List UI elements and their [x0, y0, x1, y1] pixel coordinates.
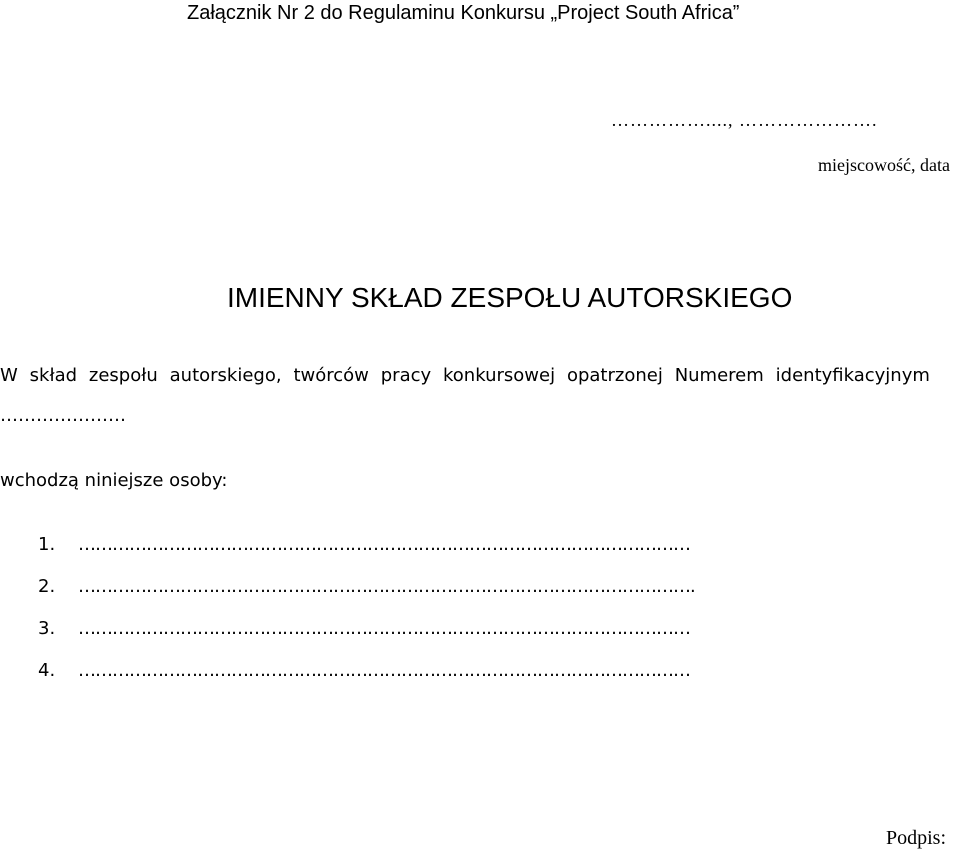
- id-number-placeholder: …………………: [0, 405, 126, 426]
- list-item: [38, 534, 908, 576]
- name-placeholder: ………………………………………………………………………………………………: [78, 618, 690, 639]
- intro-word: autorskiego,: [169, 365, 282, 386]
- list-number: 1.: [38, 534, 56, 555]
- intro-word: konkursowej: [443, 365, 556, 386]
- name-placeholder: ………………………………………………………………………………………………: [78, 660, 690, 681]
- place-date-label: miejscowość, data: [818, 155, 950, 175]
- intro-word: twórców: [293, 365, 369, 386]
- document-header: Załącznik Nr 2 do Regulaminu Konkursu „Project South Africa”: [187, 2, 740, 24]
- members-list: [38, 534, 908, 702]
- intro-word: W: [0, 365, 18, 386]
- signature-label: Podpis:: [886, 827, 947, 849]
- intro-line: [0, 365, 930, 386]
- intro-word: Numerem: [674, 365, 764, 386]
- list-number: 2.: [38, 576, 56, 597]
- intro-word: skład: [29, 365, 78, 386]
- intro-word: zespołu: [88, 365, 158, 386]
- list-item: [38, 660, 908, 702]
- place-date-placeholder: ……………...., ………………….: [611, 110, 878, 130]
- list-number: 3.: [38, 618, 56, 639]
- intro-paragraph: [0, 365, 960, 386]
- intro-word: identyfikacyjnym: [775, 365, 930, 386]
- intro-word: pracy: [380, 365, 432, 386]
- intro-word: opatrzonej: [566, 365, 663, 386]
- name-placeholder: ………………………………………………………………………………………………: [78, 534, 690, 555]
- list-item: [38, 576, 908, 618]
- list-number: 4.: [38, 660, 56, 681]
- name-placeholder: ……………………………………………………………………………………………….: [78, 576, 695, 597]
- document-title: IMIENNY SKŁAD ZESPOŁU AUTORSKIEGO: [227, 282, 793, 313]
- members-intro: wchodzą niniejsze osoby:: [0, 470, 228, 491]
- list-item: [38, 618, 908, 660]
